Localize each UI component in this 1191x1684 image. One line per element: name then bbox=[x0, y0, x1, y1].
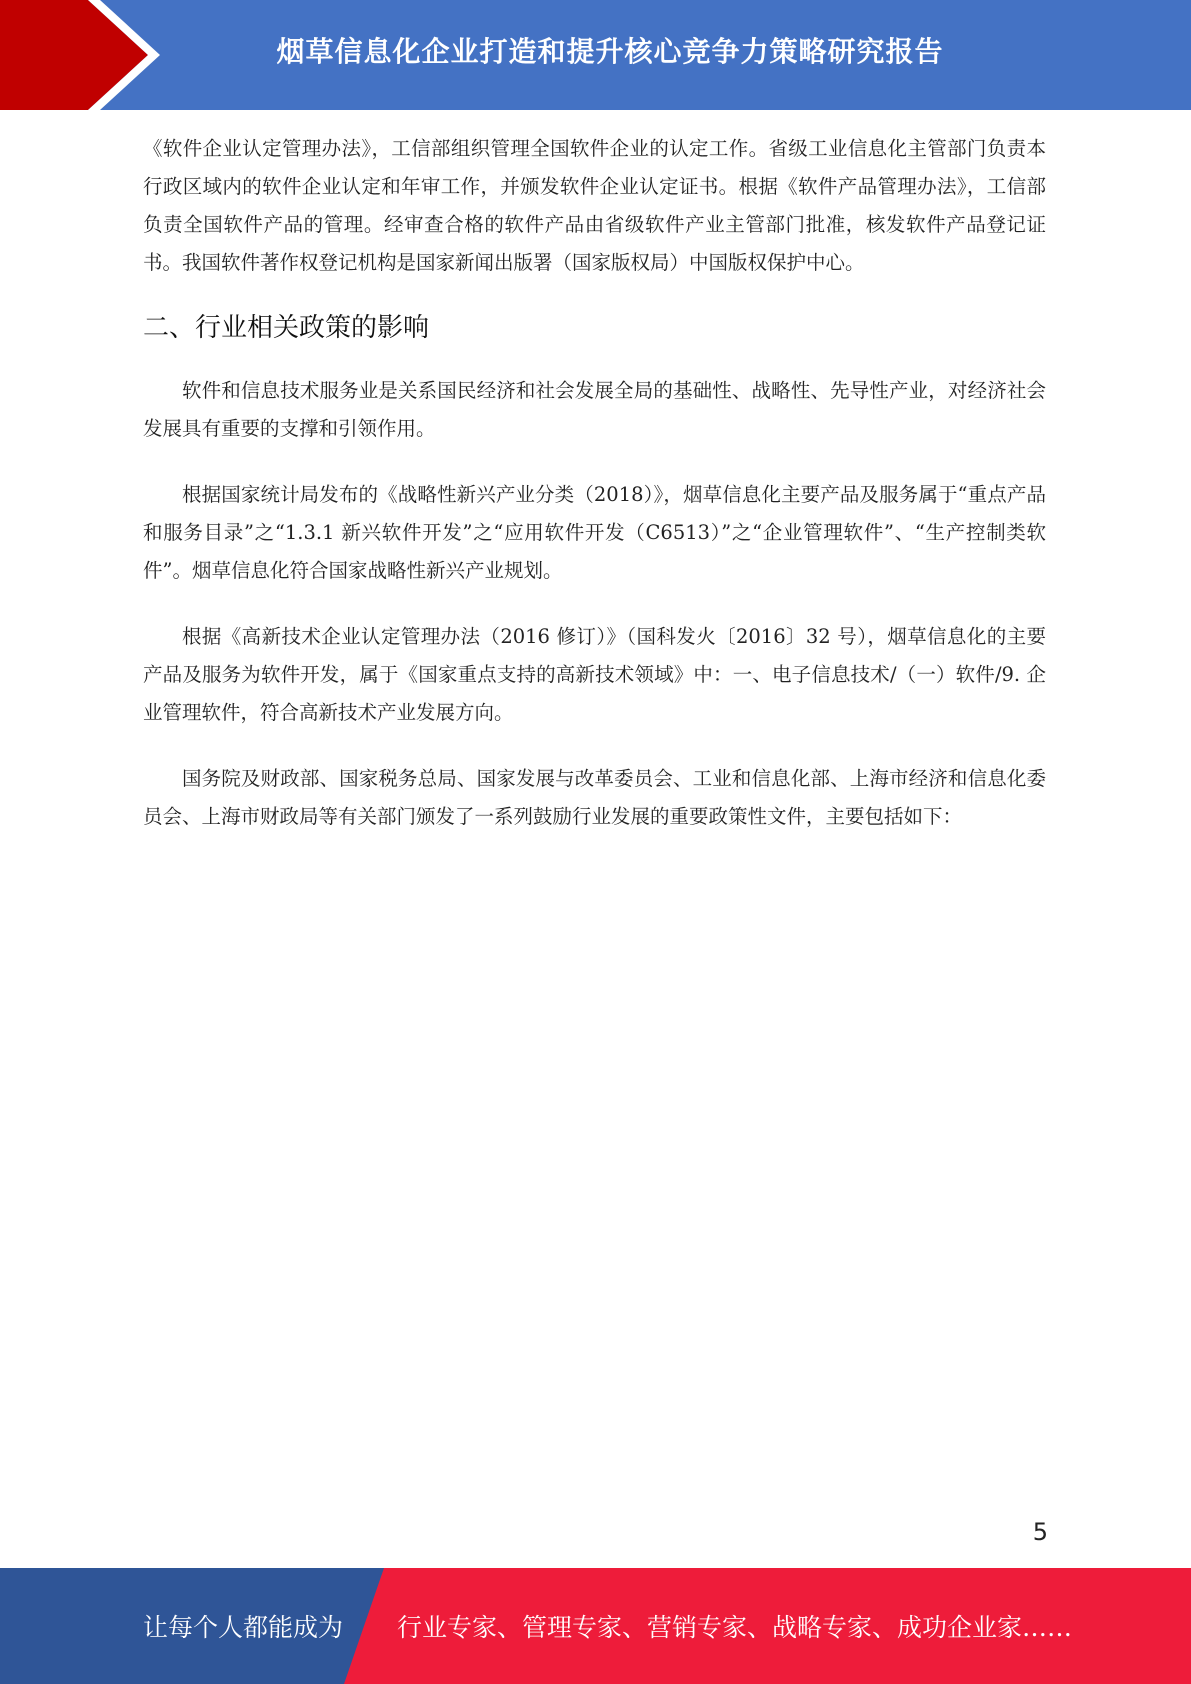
body-paragraph: 根据《高新技术企业认定管理办法（2016 修订）》（国科发火〔2016〕32 号），烟草信息化的主要产品及服务为软件开发，属于《国家重点支持的高新技术领域》中：一、电子信息技术/（一）软件/9. 企业管理软件，符合高新技术产业发展方向。 bbox=[143, 625, 1046, 724]
page-footer bbox=[0, 1568, 1191, 1684]
header-red-arrow bbox=[0, 0, 148, 110]
footer-slogan-left: 让每个人都能成为 bbox=[143, 1613, 344, 1642]
intro-paragraph: 《软件企业认定管理办法》，工信部组织管理全国软件企业的认定工作。省级工业信息化主管部门负责本行政区域内的软件企业认定和年审工作，并颁发软件企业认定证书。根据《软件产品管理办法》，工信部负责全国软件产品的管理。经审查合格的软件产品由省级软件产业主管部门批准，核发软件产品登记证书。我国软件著作权登记机构是国家新闻出版署（国家版权局）中国版权保护中心。 bbox=[143, 137, 1046, 274]
body-paragraph: 国务院及财政部、国家税务总局、国家发展与改革委员会、工业和信息化部、上海市经济和信息化委员会、上海市财政局等有关部门颁发了一系列鼓励行业发展的重要政策性文件，主要包括如下： bbox=[143, 767, 1046, 828]
report-title: 烟草信息化企业打造和提升核心竞争力策略研究报告 bbox=[276, 35, 944, 68]
page-header bbox=[0, 0, 1191, 110]
section-heading: 二、行业相关政策的影响 bbox=[143, 313, 430, 343]
page-content bbox=[143, 130, 1046, 864]
footer-slogan-right: 行业专家、管理专家、营销专家、战略专家、成功企业家…… bbox=[397, 1613, 1073, 1642]
body-paragraph: 软件和信息技术服务业是关系国民经济和社会发展全局的基础性、战略性、先导性产业，对经济社会发展具有重要的支撑和引领作用。 bbox=[143, 379, 1046, 440]
page-number: 5 bbox=[1032, 1518, 1048, 1546]
body-paragraph: 根据国家统计局发布的《战略性新兴产业分类（2018）》，烟草信息化主要产品及服务属于“重点产品和服务目录”之“1.3.1 新兴软件开发”之“应用软件开发（C6513）”之“企业管理软件”、“生产控制类软件”。烟草信息化符合国家战略性新兴产业规划。 bbox=[143, 483, 1046, 582]
